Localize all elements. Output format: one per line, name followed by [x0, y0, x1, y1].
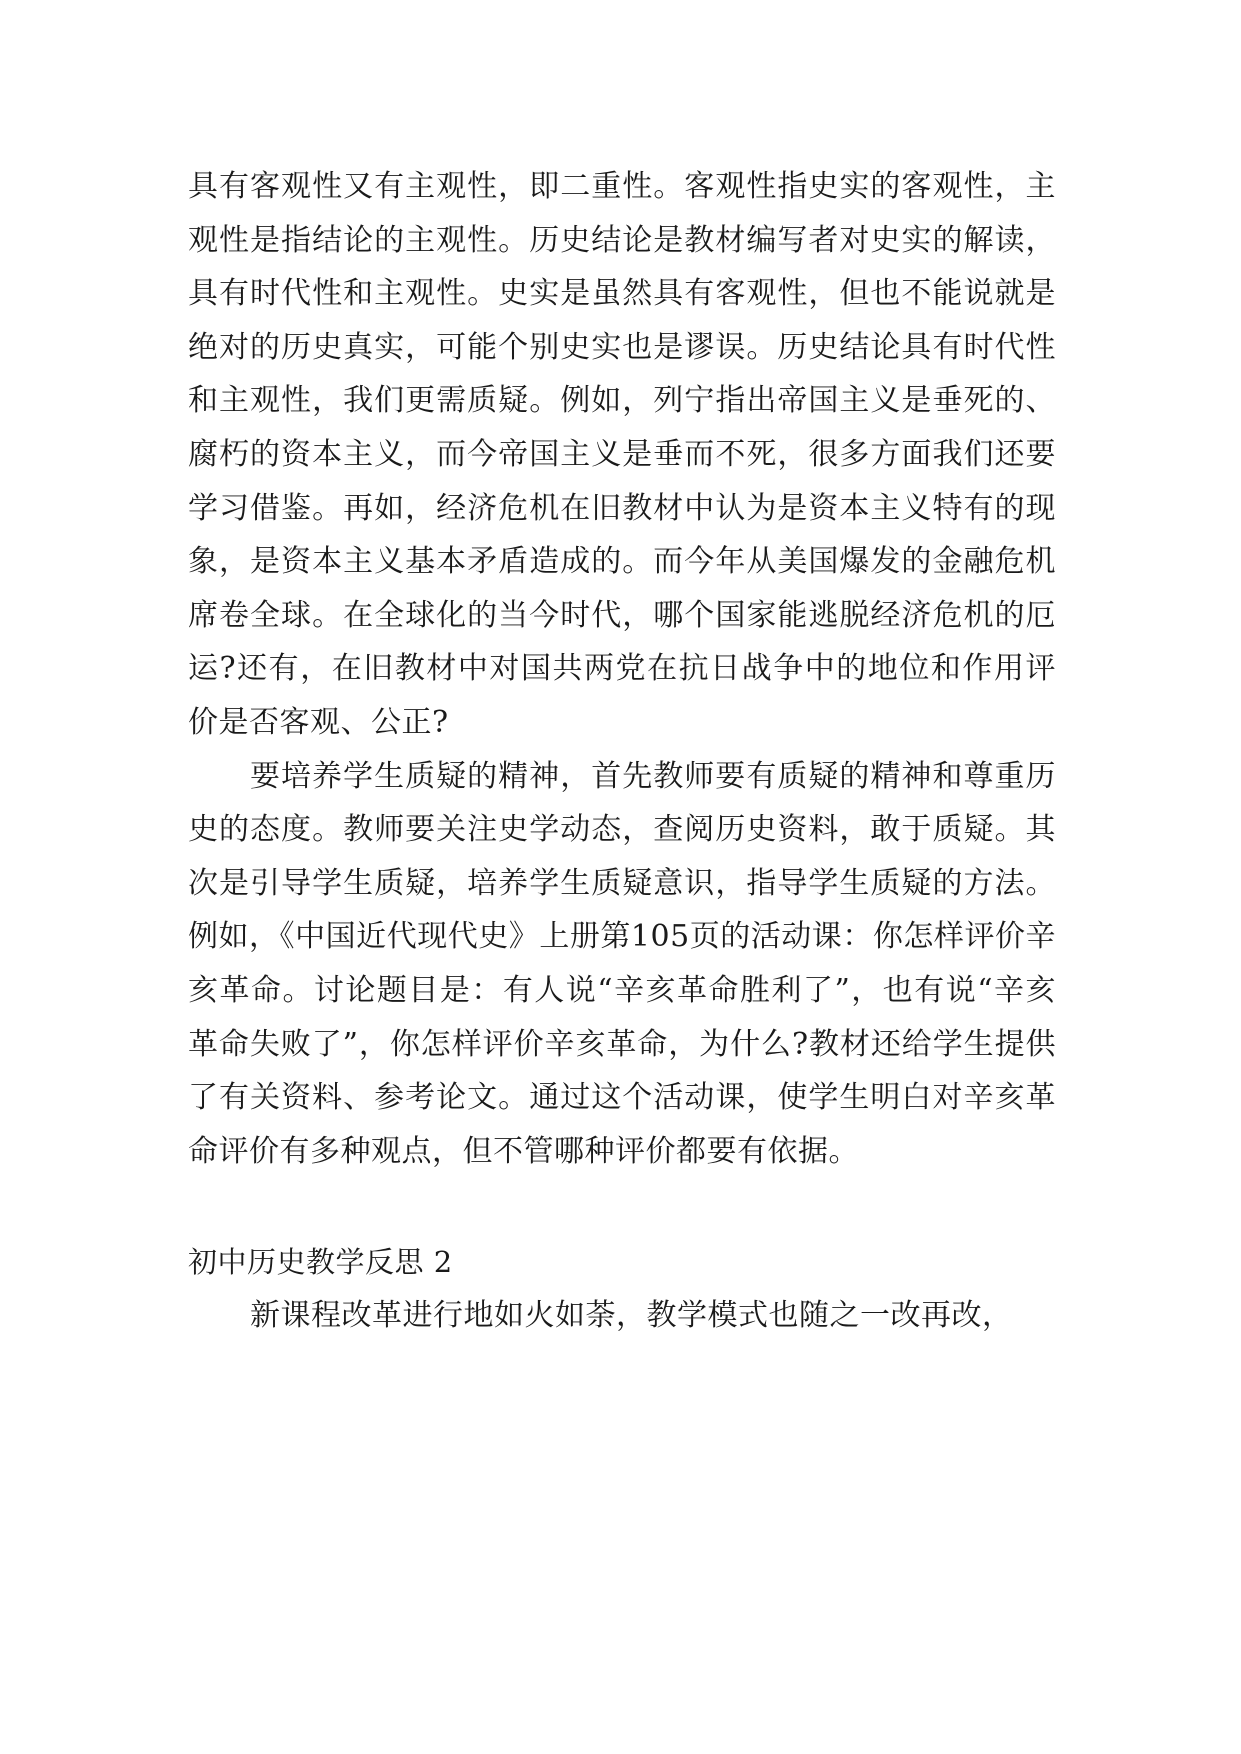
- section-first-paragraph: 新课程改革进行地如火如荼，教学模式也随之一改再改，: [250, 1298, 1013, 1334]
- document-page: [188, 160, 1056, 1343]
- section-heading: 初中历史教学反思 2: [188, 1245, 453, 1280]
- body-paragraph-1: 具有客观性又有主观性，即二重性。客观性指史实的客观性，主观性是指结论的主观性。历史结论是教材编写者对史实的解读，具有时代性和主观性。史实是虽然具有客观性，但也不能说就是绝对的历史真实，可能个别史实也是谬误。历史结论具有时代性和主观性，我们更需质疑。例如，列宁指出帝国主义是垂死的、腐朽的资本主义，而今帝国主义是垂而不死，很多方面我们还要学习借鉴。再如，经济危机在旧教材中认为是资本主义特有的现象，是资本主义基本矛盾造成的。而今年从美国爆发的金融危机席卷全球。在全球化的当今时代，哪个国家能逃脱经济危机的厄运?还有，在旧教材中对国共两党在抗日战争中的地位和作用评价是否客观、公正?: [188, 169, 1056, 740]
- body-paragraph-2: 要培养学生质疑的精神，首先教师要有质疑的精神和尊重历史的态度。教师要关注史学动态，查阅历史资料，敢于质疑。其次是引导学生质疑，培养学生质疑意识，指导学生质疑的方法。例如，《中国近代现代史》上册第105页的活动课：你怎样评价辛亥革命。讨论题目是：有人说“辛亥革命胜利了”，也有说“辛亥革命失败了”，你怎样评价辛亥革命，为什么?教材还给学生提供了有关资料、参考论文。通过这个活动课，使学生明白对辛亥革命评价有多种观点，但不管哪种评价都要有依据。: [188, 758, 1056, 1169]
